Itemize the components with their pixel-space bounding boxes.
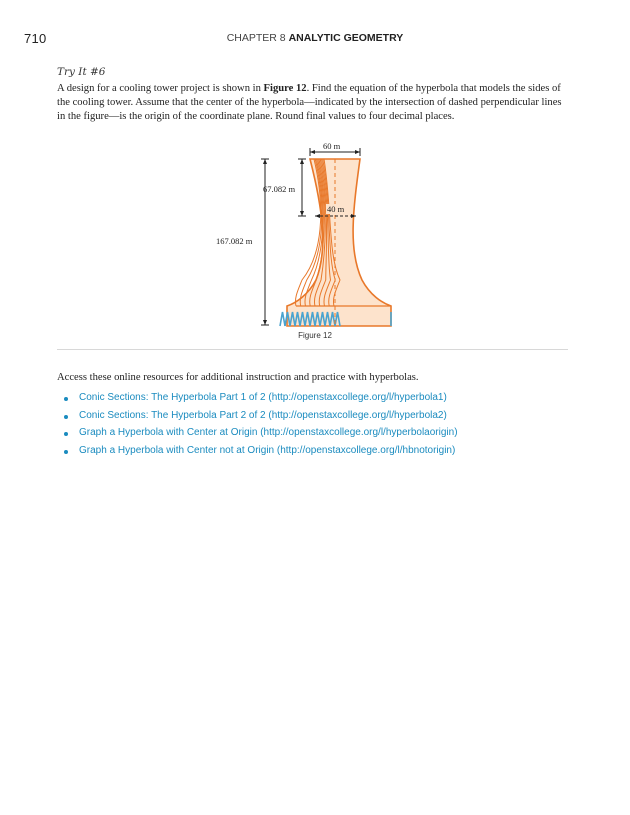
- list-item: [57, 445, 458, 463]
- top-width-label: 60 m: [323, 141, 341, 151]
- center-width-arrow-left: [315, 214, 320, 218]
- section-divider: [57, 349, 568, 350]
- chapter-header: [0, 32, 630, 44]
- try-it-label: Try It #6: [57, 66, 106, 78]
- upper-height-label: 67.082 m: [263, 184, 296, 194]
- top-width-arrow-right: [355, 150, 360, 154]
- figure-reference: Figure 12: [263, 83, 307, 94]
- chapter-label: CHAPTER 8: [226, 32, 286, 44]
- tower-leg: [280, 312, 285, 326]
- resource-link-hyperbolaorigin[interactable]: Graph a Hyperbola with Center at Origin (http://openstaxcollege.org/l/hyperbolaorigin): [79, 427, 458, 439]
- bullet-icon: [64, 397, 68, 401]
- cooling-tower-figure: [210, 140, 410, 345]
- total-height-arrow-top: [263, 159, 267, 164]
- resource-link-hyperbola1[interactable]: Conic Sections: The Hyperbola Part 1 of 2 (http://openstaxcollege.org/l/hyperbola1): [79, 392, 447, 403]
- bullet-icon: [64, 432, 68, 436]
- resource-link-hyperbola2[interactable]: Conic Sections: The Hyperbola Part 2 of 2 (http://openstaxcollege.org/l/hyperbola2): [79, 409, 447, 421]
- figure-caption: Figure 12: [298, 331, 332, 340]
- list-item: [57, 427, 458, 445]
- upper-height-arrow-bottom: [300, 211, 304, 216]
- upper-height-arrow-top: [300, 159, 304, 164]
- chapter-title: ANALYTIC GEOMETRY: [288, 32, 404, 44]
- total-height-label: 167.082 m: [216, 236, 253, 246]
- bullet-icon: [64, 450, 68, 454]
- resource-list: [57, 392, 458, 462]
- center-width-label: 40 m: [327, 204, 345, 214]
- list-item: [57, 392, 458, 410]
- list-item: [57, 410, 458, 428]
- total-height-arrow-bottom: [263, 320, 267, 325]
- try-it-text-after: . Find the equation of the hyperbola that models the sides of the cooling tower. Assume that the center of the hyperbola—indicated by the intersection of dashed perpendicular lines in the figure—is the origin of the coordinate plane. Round final values to four decimal places.: [57, 83, 562, 122]
- top-width-arrow-left: [310, 150, 315, 154]
- resource-link-hbnotorigin[interactable]: Graph a Hyperbola with Center not at Origin (http://openstaxcollege.org/l/hbnotorigin): [79, 444, 456, 456]
- try-it-text-before: A design for a cooling tower project is shown in: [57, 83, 264, 94]
- tower-body: [287, 159, 391, 326]
- bullet-icon: [64, 415, 68, 419]
- try-it-text: [57, 82, 572, 124]
- page-number: 710: [24, 31, 47, 46]
- resources-intro: Access these online resources for additional instruction and practice with hyperbolas.: [57, 372, 419, 383]
